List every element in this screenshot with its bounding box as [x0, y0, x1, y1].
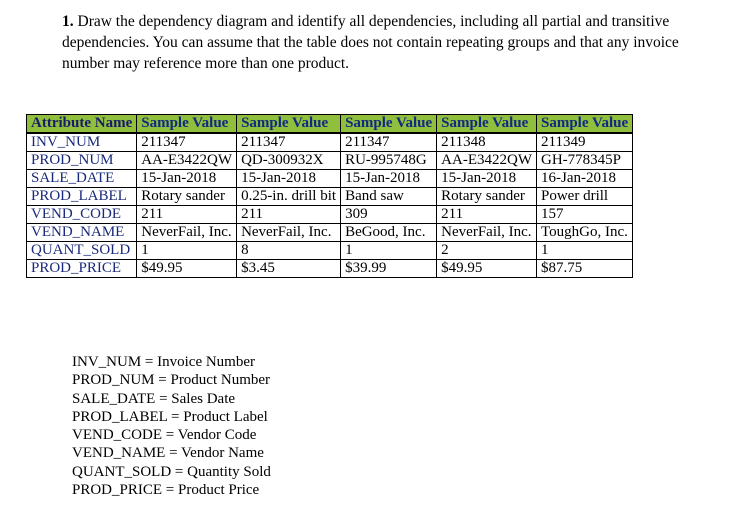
table-cell: NeverFail, Inc. — [237, 224, 341, 242]
table-cell: $39.99 — [341, 260, 437, 278]
table-row — [27, 133, 633, 152]
table-cell: 0.25-in. drill bit — [237, 188, 341, 206]
legend-line: PROD_LABEL = Product Label — [72, 408, 268, 425]
table-cell: 15-Jan-2018 — [237, 170, 341, 188]
legend-line: QUANT_SOLD = Quantity Sold — [72, 463, 271, 480]
table-cell: $3.45 — [237, 260, 341, 278]
table-cell: 211347 — [237, 133, 341, 152]
table-row — [27, 242, 633, 260]
table-cell: $49.95 — [137, 260, 237, 278]
table-cell: 15-Jan-2018 — [137, 170, 237, 188]
table-row — [27, 260, 633, 278]
abbreviation-legend — [72, 353, 271, 499]
table-cell: AA-E3422QW — [137, 152, 237, 170]
table-cell: 2 — [437, 242, 537, 260]
table-cell: 15-Jan-2018 — [437, 170, 537, 188]
attribute-name-cell: PROD_PRICE — [27, 260, 137, 278]
attribute-name-cell: SALE_DATE — [27, 170, 137, 188]
table-cell: 211 — [237, 206, 341, 224]
table-cell: AA-E3422QW — [437, 152, 537, 170]
attribute-name-cell: QUANT_SOLD — [27, 242, 137, 260]
attribute-name-cell: PROD_NUM — [27, 152, 137, 170]
table-row — [27, 224, 633, 242]
table-cell: NeverFail, Inc. — [137, 224, 237, 242]
table-cell: 1 — [137, 242, 237, 260]
attribute-name-cell: INV_NUM — [27, 133, 137, 152]
header-attribute-name: Attribute Name — [27, 115, 137, 134]
table-cell: Rotary sander — [437, 188, 537, 206]
table-cell: 309 — [341, 206, 437, 224]
question-text — [62, 11, 722, 74]
legend-line: PROD_PRICE = Product Price — [72, 482, 260, 499]
table-cell: 211347 — [341, 133, 437, 152]
sample-data-table — [26, 114, 633, 278]
table-row — [27, 188, 633, 206]
table-cell: 8 — [237, 242, 341, 260]
header-sample-value: Sample Value — [237, 115, 341, 134]
header-sample-value: Sample Value — [537, 115, 633, 134]
table-cell: Power drill — [537, 188, 633, 206]
table-cell: $87.75 — [537, 260, 633, 278]
attribute-name-cell: PROD_LABEL — [27, 188, 137, 206]
table-row — [27, 206, 633, 224]
table-cell: Rotary sander — [137, 188, 237, 206]
table-cell: NeverFail, Inc. — [437, 224, 537, 242]
header-sample-value: Sample Value — [341, 115, 437, 134]
table-cell: 16-Jan-2018 — [537, 170, 633, 188]
table-cell: 211349 — [537, 133, 633, 152]
table-cell: 211 — [437, 206, 537, 224]
table-cell: 1 — [341, 242, 437, 260]
legend-line: VEND_CODE = Vendor Code — [72, 427, 257, 444]
table-cell: RU-995748G — [341, 152, 437, 170]
table-cell: QD-300932X — [237, 152, 341, 170]
table-cell: Band saw — [341, 188, 437, 206]
table-cell: 1 — [537, 242, 633, 260]
table-cell: 15-Jan-2018 — [341, 170, 437, 188]
table-cell: ToughGo, Inc. — [537, 224, 633, 242]
table-header — [27, 115, 633, 134]
table-cell: 211348 — [437, 133, 537, 152]
table-cell: 157 — [537, 206, 633, 224]
table-cell: BeGood, Inc. — [341, 224, 437, 242]
question-body: Draw the dependency diagram and identify all dependencies, including all partial and transitive dependencies. You can assume that the table does not contain repeating groups and that any invoice number may reference more than one product. — [62, 13, 679, 72]
legend-line: SALE_DATE = Sales Date — [72, 390, 236, 407]
question-number: 1. — [62, 13, 74, 30]
legend-line: INV_NUM = Invoice Number — [72, 354, 256, 370]
legend-line: PROD_NUM = Product Number — [72, 372, 271, 389]
table-cell: $49.95 — [437, 260, 537, 278]
table-row — [27, 170, 633, 188]
table-body — [27, 133, 633, 278]
header-row — [27, 115, 633, 134]
header-sample-value: Sample Value — [137, 115, 237, 134]
table-cell: 211 — [137, 206, 237, 224]
legend-line: VEND_NAME = Vendor Name — [72, 445, 264, 462]
header-sample-value: Sample Value — [437, 115, 537, 134]
attribute-name-cell: VEND_NAME — [27, 224, 137, 242]
table-row — [27, 152, 633, 170]
table-cell: GH-778345P — [537, 152, 633, 170]
table-cell: 211347 — [137, 133, 237, 152]
attribute-name-cell: VEND_CODE — [27, 206, 137, 224]
